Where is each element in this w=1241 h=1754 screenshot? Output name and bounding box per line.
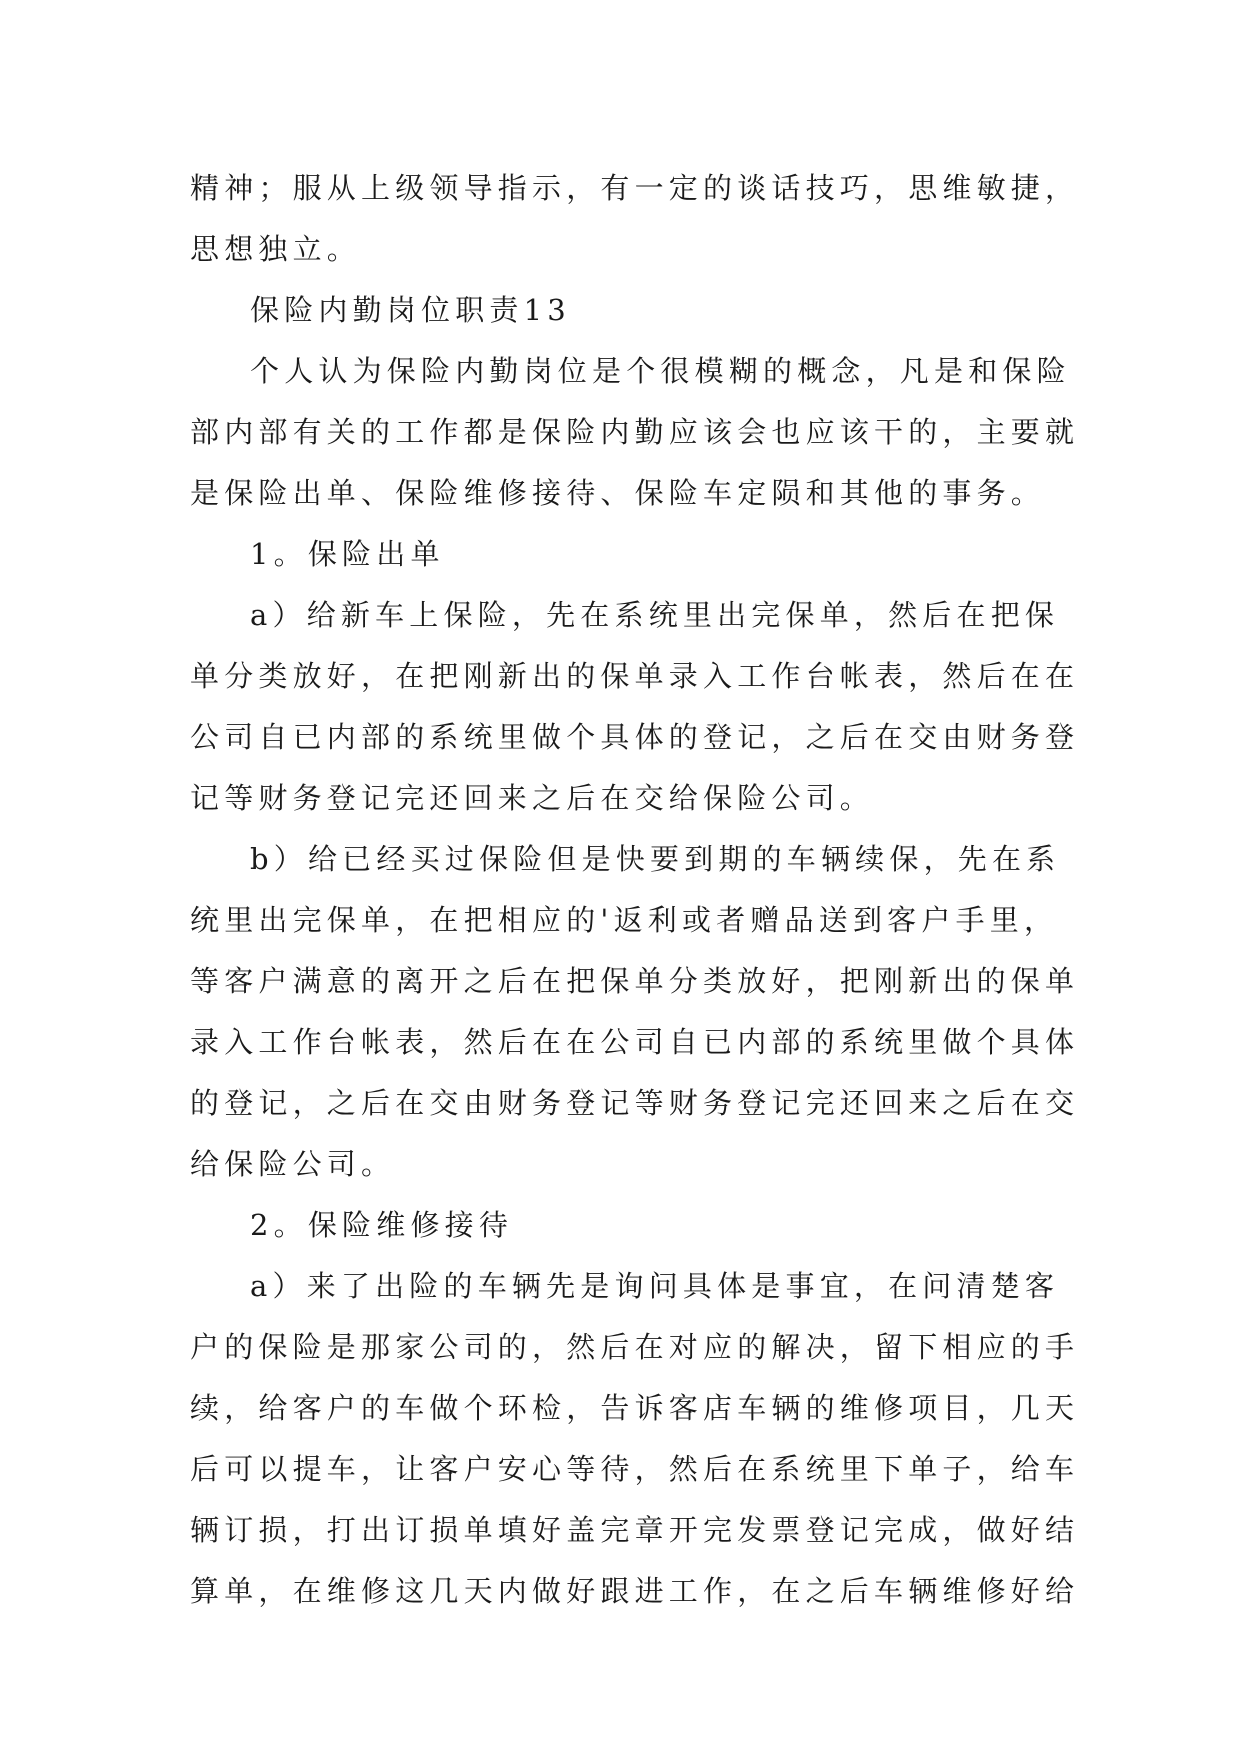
text-line: 是保险出单、保险维修接待、保险车定陨和其他的事务。 <box>190 476 1046 510</box>
text-line: 算单，在维修这几天内做好跟进工作，在之后车辆维修好给 <box>190 1574 1080 1608</box>
text-line: 户的保险是那家公司的，然后在对应的解决，留下相应的手 <box>190 1330 1080 1364</box>
text-line: 的登记，之后在交由财务登记等财务登记完还回来之后在交 <box>190 1086 1080 1120</box>
text-line: 记等财务登记完还回来之后在交给保险公司。 <box>190 781 875 815</box>
section-heading: 保险内勤岗位职责13 <box>250 293 571 327</box>
text-line: a）来了出险的车辆先是询问具体是事宜，在问清楚客 <box>250 1269 1060 1303</box>
text-line: 辆订损，打出订损单填好盖完章开完发票登记完成，做好结 <box>190 1513 1080 1547</box>
text-line: b）给已经买过保险但是快要到期的车辆续保，先在系 <box>250 842 1061 876</box>
text-line: 给保险公司。 <box>190 1147 396 1181</box>
document-body <box>190 158 1080 1622</box>
text-line: 录入工作台帐表，然后在在公司自已内部的系统里做个具体 <box>190 1025 1080 1059</box>
subsection-heading: 2。保险维修接待 <box>250 1208 514 1242</box>
text-line: a）给新车上保险，先在系统里出完保单，然后在把保 <box>250 598 1060 632</box>
text-line: 单分类放好，在把刚新出的保单录入工作台帐表，然后在在 <box>190 659 1080 693</box>
text-line: 统里出完保单，在把相应的'返利或者赠品送到客户手里， <box>190 903 1059 937</box>
text-line: 个人认为保险内勤岗位是个很模糊的概念，凡是和保险 <box>250 354 1071 388</box>
text-line: 部内部有关的工作都是保险内勤应该会也应该干的，主要就 <box>190 415 1080 449</box>
text-line: 精神；服从上级领导指示，有一定的谈话技巧，思维敏捷， <box>190 171 1080 205</box>
text-line: 思想独立。 <box>190 232 362 266</box>
text-line: 公司自已内部的系统里做个具体的登记，之后在交由财务登 <box>190 720 1080 754</box>
text-line: 后可以提车，让客户安心等待，然后在系统里下单子，给车 <box>190 1452 1080 1486</box>
text-line: 续，给客户的车做个环检，告诉客店车辆的维修项目，几天 <box>190 1391 1080 1425</box>
text-line: 等客户满意的离开之后在把保单分类放好，把刚新出的保单 <box>190 964 1080 998</box>
subsection-heading: 1。保险出单 <box>250 537 445 571</box>
